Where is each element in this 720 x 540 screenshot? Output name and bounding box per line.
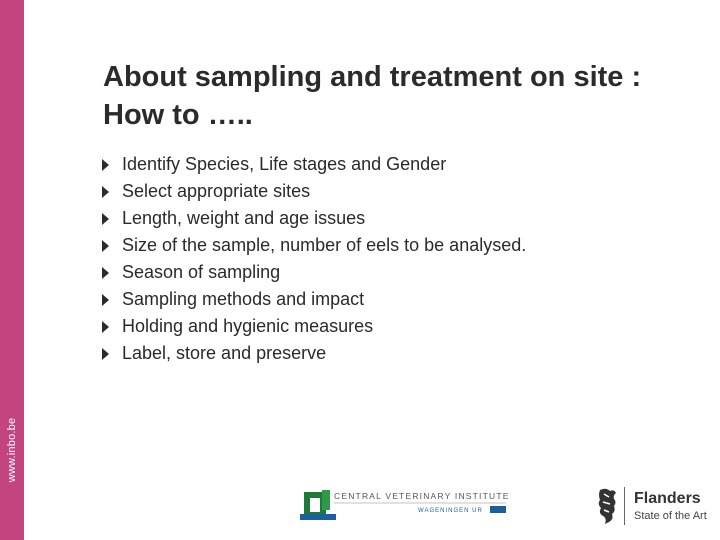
bullet-item [102, 151, 526, 178]
flanders-tagline: State of the Art [634, 510, 707, 522]
side-bar [0, 0, 24, 540]
bullet-text: Sampling methods and impact [122, 289, 365, 309]
cvi-name: CENTRAL VETERINARY INSTITUTE [334, 491, 510, 501]
bullet-arrow-icon [102, 294, 109, 306]
bullet-item [102, 286, 526, 313]
bullet-list [102, 151, 526, 367]
bullet-arrow-icon [102, 267, 109, 279]
bullet-text: Length, weight and age issues [122, 208, 366, 228]
cvi-logo [300, 488, 512, 520]
cvi-logo-icon [300, 488, 512, 520]
bullet-item [102, 178, 526, 205]
slide-title: About sampling and treatment on site : How to ….. [103, 61, 642, 131]
bullet-arrow-icon [102, 186, 109, 198]
bullet-text: Label, store and preserve [122, 343, 327, 363]
bullet-arrow-icon [102, 321, 109, 333]
bullet-text: Holding and hygienic measures [122, 316, 374, 336]
flanders-logo [594, 484, 714, 528]
bullet-item [102, 232, 526, 259]
cvi-subname: WAGENINGEN UR [418, 508, 483, 514]
bullet-text: Size of the sample, number of eels to be analysed. [122, 235, 527, 255]
bullet-text: Identify Species, Life stages and Gender [122, 154, 447, 174]
bullet-arrow-icon [102, 213, 109, 225]
bullet-item [102, 340, 526, 367]
lion-icon [594, 486, 622, 526]
bullet-text: Season of sampling [122, 262, 281, 282]
bullet-arrow-icon [102, 240, 109, 252]
side-url[interactable]: www.inbo.be [6, 417, 18, 483]
bullet-item [102, 205, 526, 232]
bullet-text: Select appropriate sites [122, 181, 311, 201]
bullet-arrow-icon [102, 348, 109, 360]
flanders-name: Flanders [634, 490, 701, 507]
flanders-divider [624, 487, 625, 525]
bullet-arrow-icon [102, 159, 109, 171]
bullet-item [102, 313, 526, 340]
bullet-item [102, 259, 526, 286]
